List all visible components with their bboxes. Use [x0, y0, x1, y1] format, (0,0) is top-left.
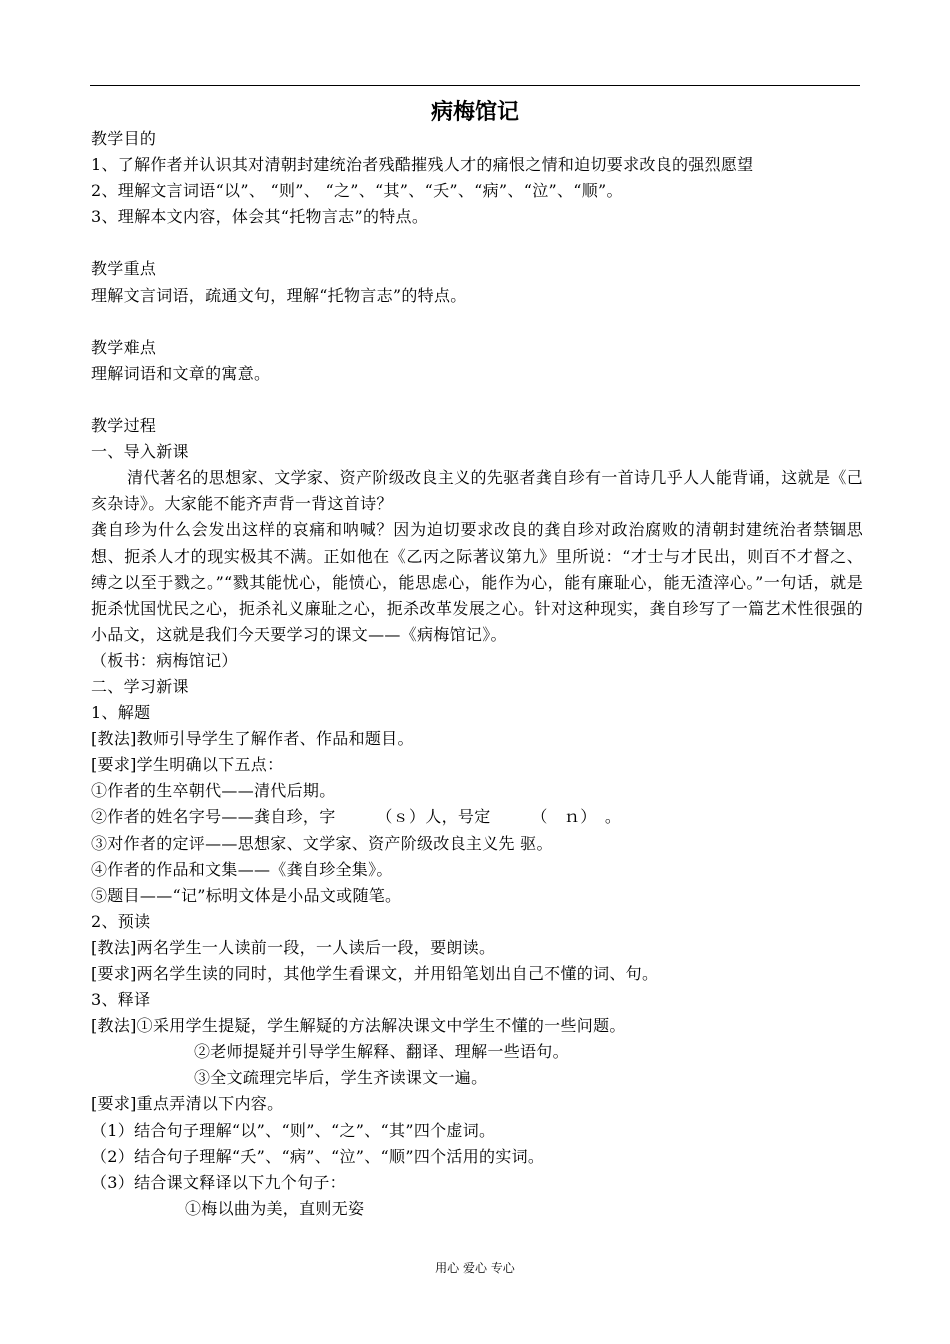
intro-paragraph: 清代著名的思想家、文学家、资产阶级改良主义的先驱者龚自珍有一首诗几乎人人能背诵，这就是《己亥杂诗》。大家能不能齐声背一背这首诗？	[91, 468, 863, 514]
difficulties-heading: 教学难点	[91, 337, 157, 357]
step1-method: [教法]教师引导学生了解作者、作品和题目。	[91, 729, 414, 749]
requirement-item: （2）结合句子理解“夭”、“病”、“泣”、“顺”四个活用的实词。	[91, 1146, 545, 1166]
step3-method-3: ③全文疏理完毕后，学生齐读课文一遍。	[194, 1068, 488, 1088]
background-paragraph: 龚自珍为什么会发出这样的哀痛和呐喊？因为迫切要求改良的龚自珍对政治腐败的清朝封建统治者禁锢思想、扼杀人才的现实极其不满。正如他在《乙丙之际著议第九》里所说：“才士与才民出，则百不才督之、缚之以至于戮之。”“戮其能忧心，能愤心，能思虑心，能作为心，能有廉耻心，能无渣滓心。”一句话，就是扼杀忧国忧民之心，扼杀礼义廉耻之心，扼杀改革发展之心。针对这种现实，龚自珍写了一篇艺术性很强的小品文，这就是我们今天要学习的课文——《病梅馆记》。	[91, 520, 863, 644]
board-note: （板书：病梅馆记）	[91, 650, 238, 670]
step3-method-2: ②老师提疑并引导学生解释、翻译、理解一些语句。	[194, 1042, 569, 1062]
step3-heading: 3、释译	[91, 990, 151, 1010]
point-item: ②作者的姓名字号——龚自珍，字 （ｓ）人，号定 （ ｎ） 。	[91, 807, 622, 827]
point-item: ④作者的作品和文集——《龚自珍全集》。	[91, 859, 393, 879]
point-item: ⑤题目——“记”标明文体是小品文或随笔。	[91, 885, 402, 905]
process-heading: 教学过程	[91, 416, 157, 436]
objective-item: 3、理解本文内容，体会其“托物言志”的特点。	[91, 207, 429, 227]
key-points-text: 理解文言词语，疏通文句，理解“托物言志”的特点。	[91, 285, 467, 305]
step2-requirement: [要求]两名学生读的同时，其他学生看课文，并用铅笔划出自己不懂的词、句。	[91, 964, 659, 983]
document-body	[91, 126, 863, 1222]
objective-item: 1、了解作者并认识其对清朝封建统治者残酷摧残人才的痛恨之情和迫切要求改良的强烈愿望	[91, 155, 754, 175]
requirement-item: （1）结合句子理解“以”、“则”、“之”、“其”四个虚词。	[91, 1120, 496, 1140]
spacer	[91, 309, 863, 335]
point-item: ③对作者的定评——思想家、文学家、资产阶级改良主义先 驱。	[91, 833, 553, 853]
document-title: 病梅馆记	[430, 100, 519, 125]
page-footer: 用心 爱心 专心	[435, 1261, 515, 1275]
key-points-heading: 教学重点	[91, 259, 157, 279]
objective-item: 2、理解文言词语“以”、 “则”、 “之”、“其”、“夭”、“病”、“泣”、“顺”。	[91, 181, 623, 201]
part2-heading: 二、学习新课	[91, 676, 189, 696]
spacer	[91, 230, 863, 256]
spacer	[91, 387, 863, 413]
step3-method-1: [教法]①采用学生提疑，学生解疑的方法解决课文中学生不懂的一些问题。	[91, 1016, 626, 1036]
sentence-item: ①梅以曲为美，直则无姿	[185, 1198, 365, 1218]
part1-heading: 一、导入新课	[91, 442, 189, 462]
step2-heading: 2、预读	[91, 911, 151, 931]
header-rule	[90, 85, 860, 86]
objectives-heading: 教学目的	[91, 129, 157, 148]
difficulties-text: 理解词语和文章的寓意。	[91, 363, 271, 383]
step1-heading: 1、解题	[91, 703, 151, 723]
point-item: ①作者的生卒朝代——清代后期。	[91, 781, 336, 801]
step3-requirement: [要求]重点弄清以下内容。	[91, 1094, 284, 1114]
step1-requirement: [要求]学生明确以下五点：	[91, 755, 284, 775]
requirement-item: （3）结合课文释译以下九个句子：	[91, 1172, 346, 1192]
step2-method: [教法]两名学生一人读前一段，一人读后一段，要朗读。	[91, 937, 496, 957]
